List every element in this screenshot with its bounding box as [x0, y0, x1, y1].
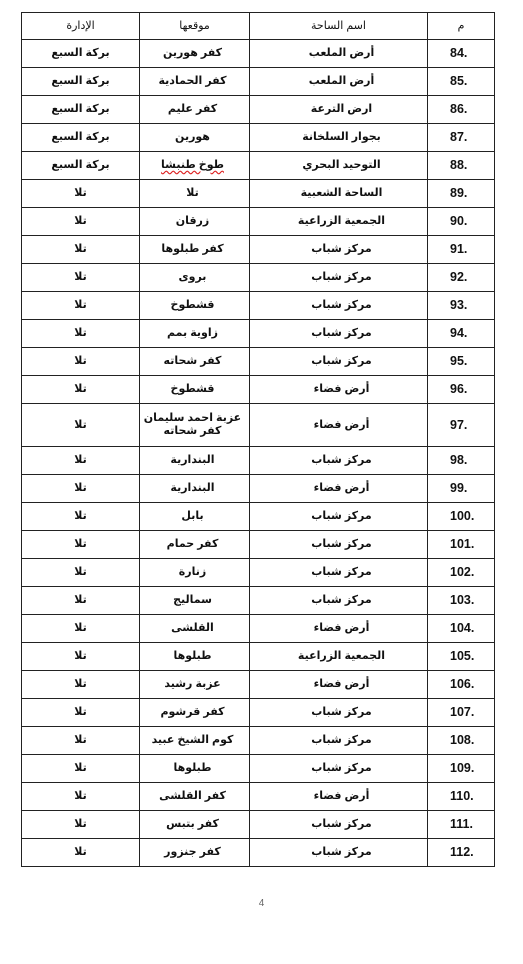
administration-cell: تلا: [22, 404, 140, 447]
location-cell: هورين: [140, 124, 250, 152]
administration-cell: تلا: [22, 475, 140, 503]
location-cell: كفر جنزور: [140, 839, 250, 867]
location-cell: البندارية: [140, 447, 250, 475]
field-name-cell: مركز شباب: [250, 811, 428, 839]
administration-cell: بركة السبع: [22, 68, 140, 96]
administration-cell: تلا: [22, 671, 140, 699]
location-cell: كوم الشيخ عبيد: [140, 727, 250, 755]
location-cell: طوخ طنبشا: [140, 152, 250, 180]
field-name-cell: مركز شباب: [250, 755, 428, 783]
field-name-cell: مركز شباب: [250, 348, 428, 376]
row-number-cell: 99.: [428, 475, 495, 503]
location-cell: كفر بتبس: [140, 811, 250, 839]
table-row: [22, 727, 495, 755]
location-cell: قشطوخ: [140, 376, 250, 404]
table-row: [22, 699, 495, 727]
row-number-cell: 105.: [428, 643, 495, 671]
field-name-cell: مركز شباب: [250, 531, 428, 559]
field-name-cell: أرض الملعب: [250, 68, 428, 96]
table-row: [22, 208, 495, 236]
page-number: 4: [258, 898, 265, 909]
row-number-cell: 88.: [428, 152, 495, 180]
table-row: [22, 180, 495, 208]
table-row: [22, 40, 495, 68]
administration-cell: تلا: [22, 503, 140, 531]
row-number-cell: 98.: [428, 447, 495, 475]
table-row: [22, 531, 495, 559]
table-row: [22, 783, 495, 811]
administration-cell: تلا: [22, 320, 140, 348]
administration-cell: بركة السبع: [22, 40, 140, 68]
row-number-cell: 86.: [428, 96, 495, 124]
location-cell: كفر طبلوها: [140, 236, 250, 264]
table-row: [22, 68, 495, 96]
table-row: [22, 755, 495, 783]
field-name-cell: مركز شباب: [250, 587, 428, 615]
header-location: موقعها: [140, 13, 250, 40]
location-cell: عزبة احمد سليمان كفر شحاته: [140, 404, 250, 447]
document-page: [21, 12, 494, 867]
location-cell: كفر قرشوم: [140, 699, 250, 727]
location-cell: عزبة رشيد: [140, 671, 250, 699]
header-field-name: اسم الساحة: [250, 13, 428, 40]
field-name-cell: الساحة الشعبية: [250, 180, 428, 208]
table-row: [22, 320, 495, 348]
table-row: [22, 264, 495, 292]
field-name-cell: مركز شباب: [250, 727, 428, 755]
location-cell: زرقان: [140, 208, 250, 236]
row-number-cell: 91.: [428, 236, 495, 264]
location-cell: زاوية بمم: [140, 320, 250, 348]
administration-cell: تلا: [22, 208, 140, 236]
table-row: [22, 587, 495, 615]
administration-cell: تلا: [22, 180, 140, 208]
table-row: [22, 839, 495, 867]
administration-cell: تلا: [22, 292, 140, 320]
row-number-cell: 110.: [428, 783, 495, 811]
administration-cell: تلا: [22, 559, 140, 587]
field-name-cell: أرض فضاء: [250, 783, 428, 811]
row-number-cell: 109.: [428, 755, 495, 783]
field-name-cell: مركز شباب: [250, 236, 428, 264]
table-row: [22, 811, 495, 839]
table-row: [22, 376, 495, 404]
row-number-cell: 85.: [428, 68, 495, 96]
administration-cell: بركة السبع: [22, 96, 140, 124]
administration-cell: تلا: [22, 727, 140, 755]
location-cell: طبلوها: [140, 643, 250, 671]
field-name-cell: أرض فضاء: [250, 615, 428, 643]
administration-cell: تلا: [22, 811, 140, 839]
table-row: [22, 404, 495, 447]
field-name-cell: الجمعية الزراعية: [250, 208, 428, 236]
field-name-cell: أرض فضاء: [250, 475, 428, 503]
field-name-cell: ارض الترعة: [250, 96, 428, 124]
row-number-cell: 94.: [428, 320, 495, 348]
fields-table: [21, 12, 495, 867]
row-number-cell: 87.: [428, 124, 495, 152]
table-row: [22, 236, 495, 264]
administration-cell: تلا: [22, 643, 140, 671]
administration-cell: تلا: [22, 348, 140, 376]
location-cell: كفر حمام: [140, 531, 250, 559]
location-cell: كفر هورين: [140, 40, 250, 68]
row-number-cell: 103.: [428, 587, 495, 615]
row-number-cell: 101.: [428, 531, 495, 559]
table-header-row: [22, 13, 495, 40]
row-number-cell: 107.: [428, 699, 495, 727]
table-body: [22, 40, 495, 867]
field-name-cell: التوحيد البحري: [250, 152, 428, 180]
location-cell: سماليج: [140, 587, 250, 615]
location-cell: بروى: [140, 264, 250, 292]
location-cell: قشطوخ: [140, 292, 250, 320]
location-cell: زنارة: [140, 559, 250, 587]
table-row: [22, 671, 495, 699]
field-name-cell: أرض فضاء: [250, 376, 428, 404]
field-name-cell: مركز شباب: [250, 503, 428, 531]
row-number-cell: 93.: [428, 292, 495, 320]
administration-cell: بركة السبع: [22, 152, 140, 180]
field-name-cell: مركز شباب: [250, 264, 428, 292]
administration-cell: تلا: [22, 376, 140, 404]
location-cell: كفر عليم: [140, 96, 250, 124]
field-name-cell: مركز شباب: [250, 699, 428, 727]
field-name-cell: مركز شباب: [250, 447, 428, 475]
row-number-cell: 104.: [428, 615, 495, 643]
administration-cell: تلا: [22, 447, 140, 475]
table-row: [22, 475, 495, 503]
row-number-cell: 89.: [428, 180, 495, 208]
administration-cell: تلا: [22, 615, 140, 643]
header-num: م: [428, 13, 495, 40]
table-row: [22, 503, 495, 531]
field-name-cell: أرض الملعب: [250, 40, 428, 68]
administration-cell: تلا: [22, 236, 140, 264]
table-row: [22, 348, 495, 376]
location-cell: طبلوها: [140, 755, 250, 783]
table-row: [22, 559, 495, 587]
administration-cell: بركة السبع: [22, 124, 140, 152]
location-cell: كفر الحمادية: [140, 68, 250, 96]
field-name-cell: مركز شباب: [250, 320, 428, 348]
row-number-cell: 108.: [428, 727, 495, 755]
row-number-cell: 106.: [428, 671, 495, 699]
administration-cell: تلا: [22, 783, 140, 811]
row-number-cell: 111.: [428, 811, 495, 839]
table-row: [22, 292, 495, 320]
row-number-cell: 92.: [428, 264, 495, 292]
table-row: [22, 643, 495, 671]
location-cell: كفر شحاته: [140, 348, 250, 376]
administration-cell: تلا: [22, 699, 140, 727]
location-cell: تلا: [140, 180, 250, 208]
table-row: [22, 124, 495, 152]
location-cell: القلشى: [140, 615, 250, 643]
field-name-cell: أرض فضاء: [250, 671, 428, 699]
row-number-cell: 95.: [428, 348, 495, 376]
administration-cell: تلا: [22, 531, 140, 559]
field-name-cell: مركز شباب: [250, 839, 428, 867]
row-number-cell: 100.: [428, 503, 495, 531]
row-number-cell: 97.: [428, 404, 495, 447]
location-cell: بابل: [140, 503, 250, 531]
table-row: [22, 447, 495, 475]
row-number-cell: 112.: [428, 839, 495, 867]
field-name-cell: مركز شباب: [250, 559, 428, 587]
administration-cell: تلا: [22, 587, 140, 615]
table-row: [22, 96, 495, 124]
field-name-cell: الجمعية الزراعية: [250, 643, 428, 671]
field-name-cell: أرض فضاء: [250, 404, 428, 447]
row-number-cell: 90.: [428, 208, 495, 236]
location-cell: البندارية: [140, 475, 250, 503]
row-number-cell: 84.: [428, 40, 495, 68]
administration-cell: تلا: [22, 264, 140, 292]
row-number-cell: 96.: [428, 376, 495, 404]
header-administration: الإدارة: [22, 13, 140, 40]
administration-cell: تلا: [22, 839, 140, 867]
location-cell: كفر القلشى: [140, 783, 250, 811]
field-name-cell: مركز شباب: [250, 292, 428, 320]
row-number-cell: 102.: [428, 559, 495, 587]
table-row: [22, 615, 495, 643]
table-row: [22, 152, 495, 180]
field-name-cell: بجوار السلخانة: [250, 124, 428, 152]
administration-cell: تلا: [22, 755, 140, 783]
